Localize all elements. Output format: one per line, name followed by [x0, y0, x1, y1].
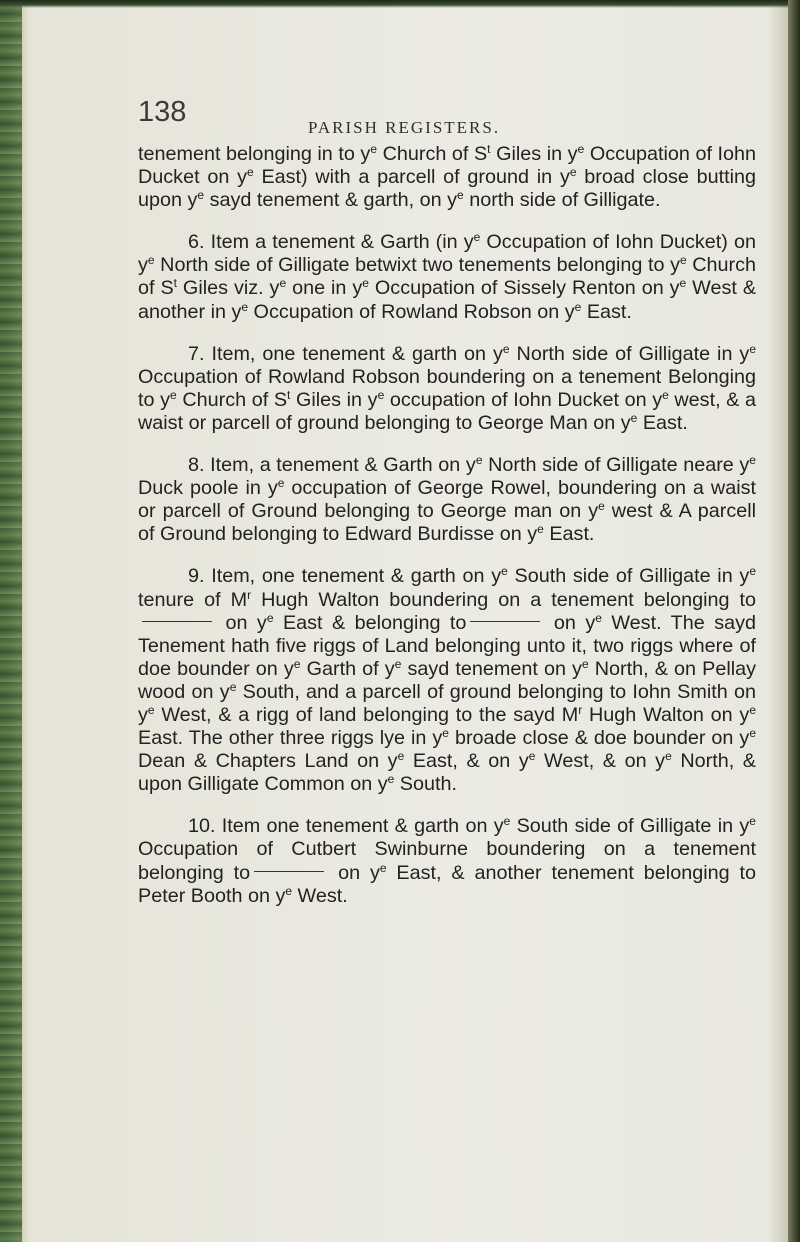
superscript: e: [394, 656, 402, 671]
superscript: e: [749, 453, 756, 468]
text-run: 10. Item one tenement & garth on y: [188, 815, 504, 838]
text-run: tenure of M: [138, 588, 248, 611]
text-run: Occupation of Sissely Renton on y: [368, 277, 680, 300]
paragraph-continuation: [138, 143, 756, 212]
blank-line: [254, 871, 324, 872]
text-run: west, & a waist or parcell of ground belonging to George Man on y: [138, 388, 756, 434]
text-run: North, & upon Gilligate Common on y: [138, 750, 756, 796]
text-run: occupation of Iohn Ducket on y: [384, 388, 663, 411]
text-run: East & belonging to: [273, 611, 467, 634]
superscript: e: [679, 276, 687, 291]
text-run: South.: [394, 773, 457, 796]
superscript: e: [379, 860, 387, 875]
paragraph-item-6: [138, 231, 756, 323]
body-text: [138, 143, 756, 908]
text-run: North side of Gilligate neare y: [482, 454, 750, 477]
text-run: broad close butting upon y: [138, 166, 757, 212]
text-run: on y: [544, 611, 596, 634]
text-run: broade close & doe bounder on y: [448, 727, 750, 750]
text-run: 6. Item a tenement & Garth (in y: [188, 231, 474, 254]
superscript: e: [170, 387, 177, 402]
superscript: e: [241, 299, 249, 314]
superscript: e: [581, 656, 589, 671]
text-run: one in y: [286, 277, 363, 300]
superscript: e: [473, 230, 481, 245]
superscript: e: [147, 253, 155, 268]
superscript: e: [502, 341, 510, 356]
text-run: tenement belonging in to y: [138, 143, 371, 165]
superscript: e: [595, 610, 602, 625]
superscript: e: [749, 702, 757, 717]
text-run: East, & another tenement belonging to Peter Booth on y: [138, 861, 756, 907]
superscript: e: [197, 188, 205, 203]
superscript: e: [749, 814, 756, 829]
superscript: e: [266, 610, 274, 625]
text-run: 8. Item, a tenement & Garth on y: [188, 454, 476, 477]
running-title: PARISH REGISTERS.: [308, 118, 501, 137]
superscript: e: [285, 883, 293, 898]
superscript: t: [287, 387, 291, 402]
text-run: on y: [216, 611, 267, 634]
text-run: Occupation of Cutbert Swinburne boundering on a tenement belonging to: [138, 838, 756, 884]
text-run: Garth of y: [300, 657, 395, 680]
text-run: Occupation of Rowland Robson boundering on a tenement Belonging to y: [138, 365, 756, 411]
text-run: Occupation of Iohn Ducket) on y: [138, 231, 756, 277]
text-run: North side of Gilligate in y: [509, 342, 750, 365]
superscript: t: [487, 142, 491, 156]
text-run: South side of Gilligate in y: [507, 565, 750, 588]
text-run: Church of S: [138, 254, 757, 300]
superscript: e: [362, 276, 369, 291]
superscript: e: [229, 679, 237, 694]
text-run: South, and a parcell of ground belonging to Iohn Smith on y: [138, 680, 756, 726]
superscript: t: [173, 276, 177, 291]
text-run: East, & on y: [404, 750, 529, 773]
text-run: Giles in y: [290, 388, 378, 411]
text-run: Giles viz. y: [176, 277, 280, 300]
superscript: e: [277, 476, 285, 491]
text-run: sayd tenement & garth, on y: [204, 189, 458, 212]
text-run: Hugh Walton on y: [582, 703, 750, 726]
paragraph-item-10: [138, 815, 756, 907]
superscript: e: [662, 387, 669, 402]
superscript: e: [749, 564, 756, 579]
text-run: West, & a rigg of land belonging to the sayd M: [154, 703, 579, 726]
superscript: e: [442, 726, 449, 741]
superscript: e: [370, 142, 378, 156]
text-run: West, & on y: [535, 750, 666, 773]
page-number: 138: [138, 96, 187, 128]
text-run: 9. Item, one tenement & garth on y: [188, 565, 502, 588]
text-run: 7. Item, one tenement & garth on y: [188, 342, 503, 365]
superscript: e: [457, 188, 464, 203]
superscript: e: [475, 453, 483, 468]
text-run: occupation of George Rowel, boundering on a waist or parcell of Ground belonging to George man on y: [138, 477, 756, 523]
text-run: Giles in y: [490, 143, 578, 165]
text-run: North, & on Pellay wood on y: [138, 657, 756, 703]
text-run: West & another in y: [138, 277, 757, 323]
superscript: e: [528, 749, 536, 764]
superscript: r: [247, 587, 252, 602]
book-binding-edge: [0, 0, 22, 1242]
blank-line: [470, 621, 540, 622]
text-run: Hugh Walton boundering on a tenement belonging to: [251, 588, 756, 611]
text-run: sayd tenement on y: [401, 657, 582, 680]
superscript: e: [665, 749, 672, 764]
text-run: South side of Gilligate in y: [510, 815, 750, 838]
text-run: East.: [637, 411, 688, 434]
superscript: e: [293, 656, 301, 671]
text-run: East) with a parcell of ground in y: [253, 166, 570, 189]
text-run: North side of Gilligate betwixt two tenements belonging to y: [154, 254, 680, 277]
superscript: e: [397, 749, 405, 764]
superscript: e: [598, 499, 605, 514]
superscript: e: [574, 299, 582, 314]
text-run: north side of Gilligate.: [463, 189, 661, 212]
superscript: e: [749, 341, 756, 356]
superscript: e: [387, 772, 395, 787]
superscript: e: [501, 564, 508, 579]
blank-line: [142, 621, 212, 622]
paragraph-item-8: [138, 454, 756, 546]
paragraph-item-9: [138, 565, 756, 796]
text-run: Occupation of Rowland Robson on y: [248, 300, 575, 323]
text-run: Church of S: [377, 143, 488, 165]
text-run: Occupation of Iohn Ducket on y: [138, 143, 757, 189]
superscript: e: [279, 276, 287, 291]
text-run: west & A parcell of Ground belonging to Edward Burdisse on y: [138, 500, 756, 546]
superscript: e: [679, 253, 687, 268]
superscript: e: [377, 387, 385, 402]
text-run: East. The other three riggs lye in y: [138, 727, 443, 750]
superscript: e: [503, 814, 511, 829]
paragraph-item-7: [138, 343, 756, 435]
superscript: e: [749, 726, 756, 741]
superscript: e: [577, 142, 585, 156]
text-run: East.: [581, 300, 632, 323]
text-run: East.: [543, 523, 595, 546]
text-run: West. The sayd Tenement hath five riggs of Land belonging unto it, two riggs where of doe bounder on y: [138, 611, 756, 680]
text-run: Dean & Chapters Land on y: [138, 750, 398, 773]
text-run: Church of S: [176, 388, 288, 411]
text-run: Duck poole in y: [138, 477, 278, 500]
superscript: e: [569, 165, 577, 180]
superscript: e: [630, 410, 638, 425]
text-run: West.: [292, 884, 348, 907]
superscript: e: [247, 165, 254, 180]
page-right-edge: [788, 0, 800, 1242]
page-top-shadow: [0, 0, 800, 8]
superscript: e: [537, 522, 544, 537]
superscript: e: [147, 702, 155, 717]
superscript: r: [578, 702, 583, 717]
text-run: on y: [328, 861, 380, 884]
